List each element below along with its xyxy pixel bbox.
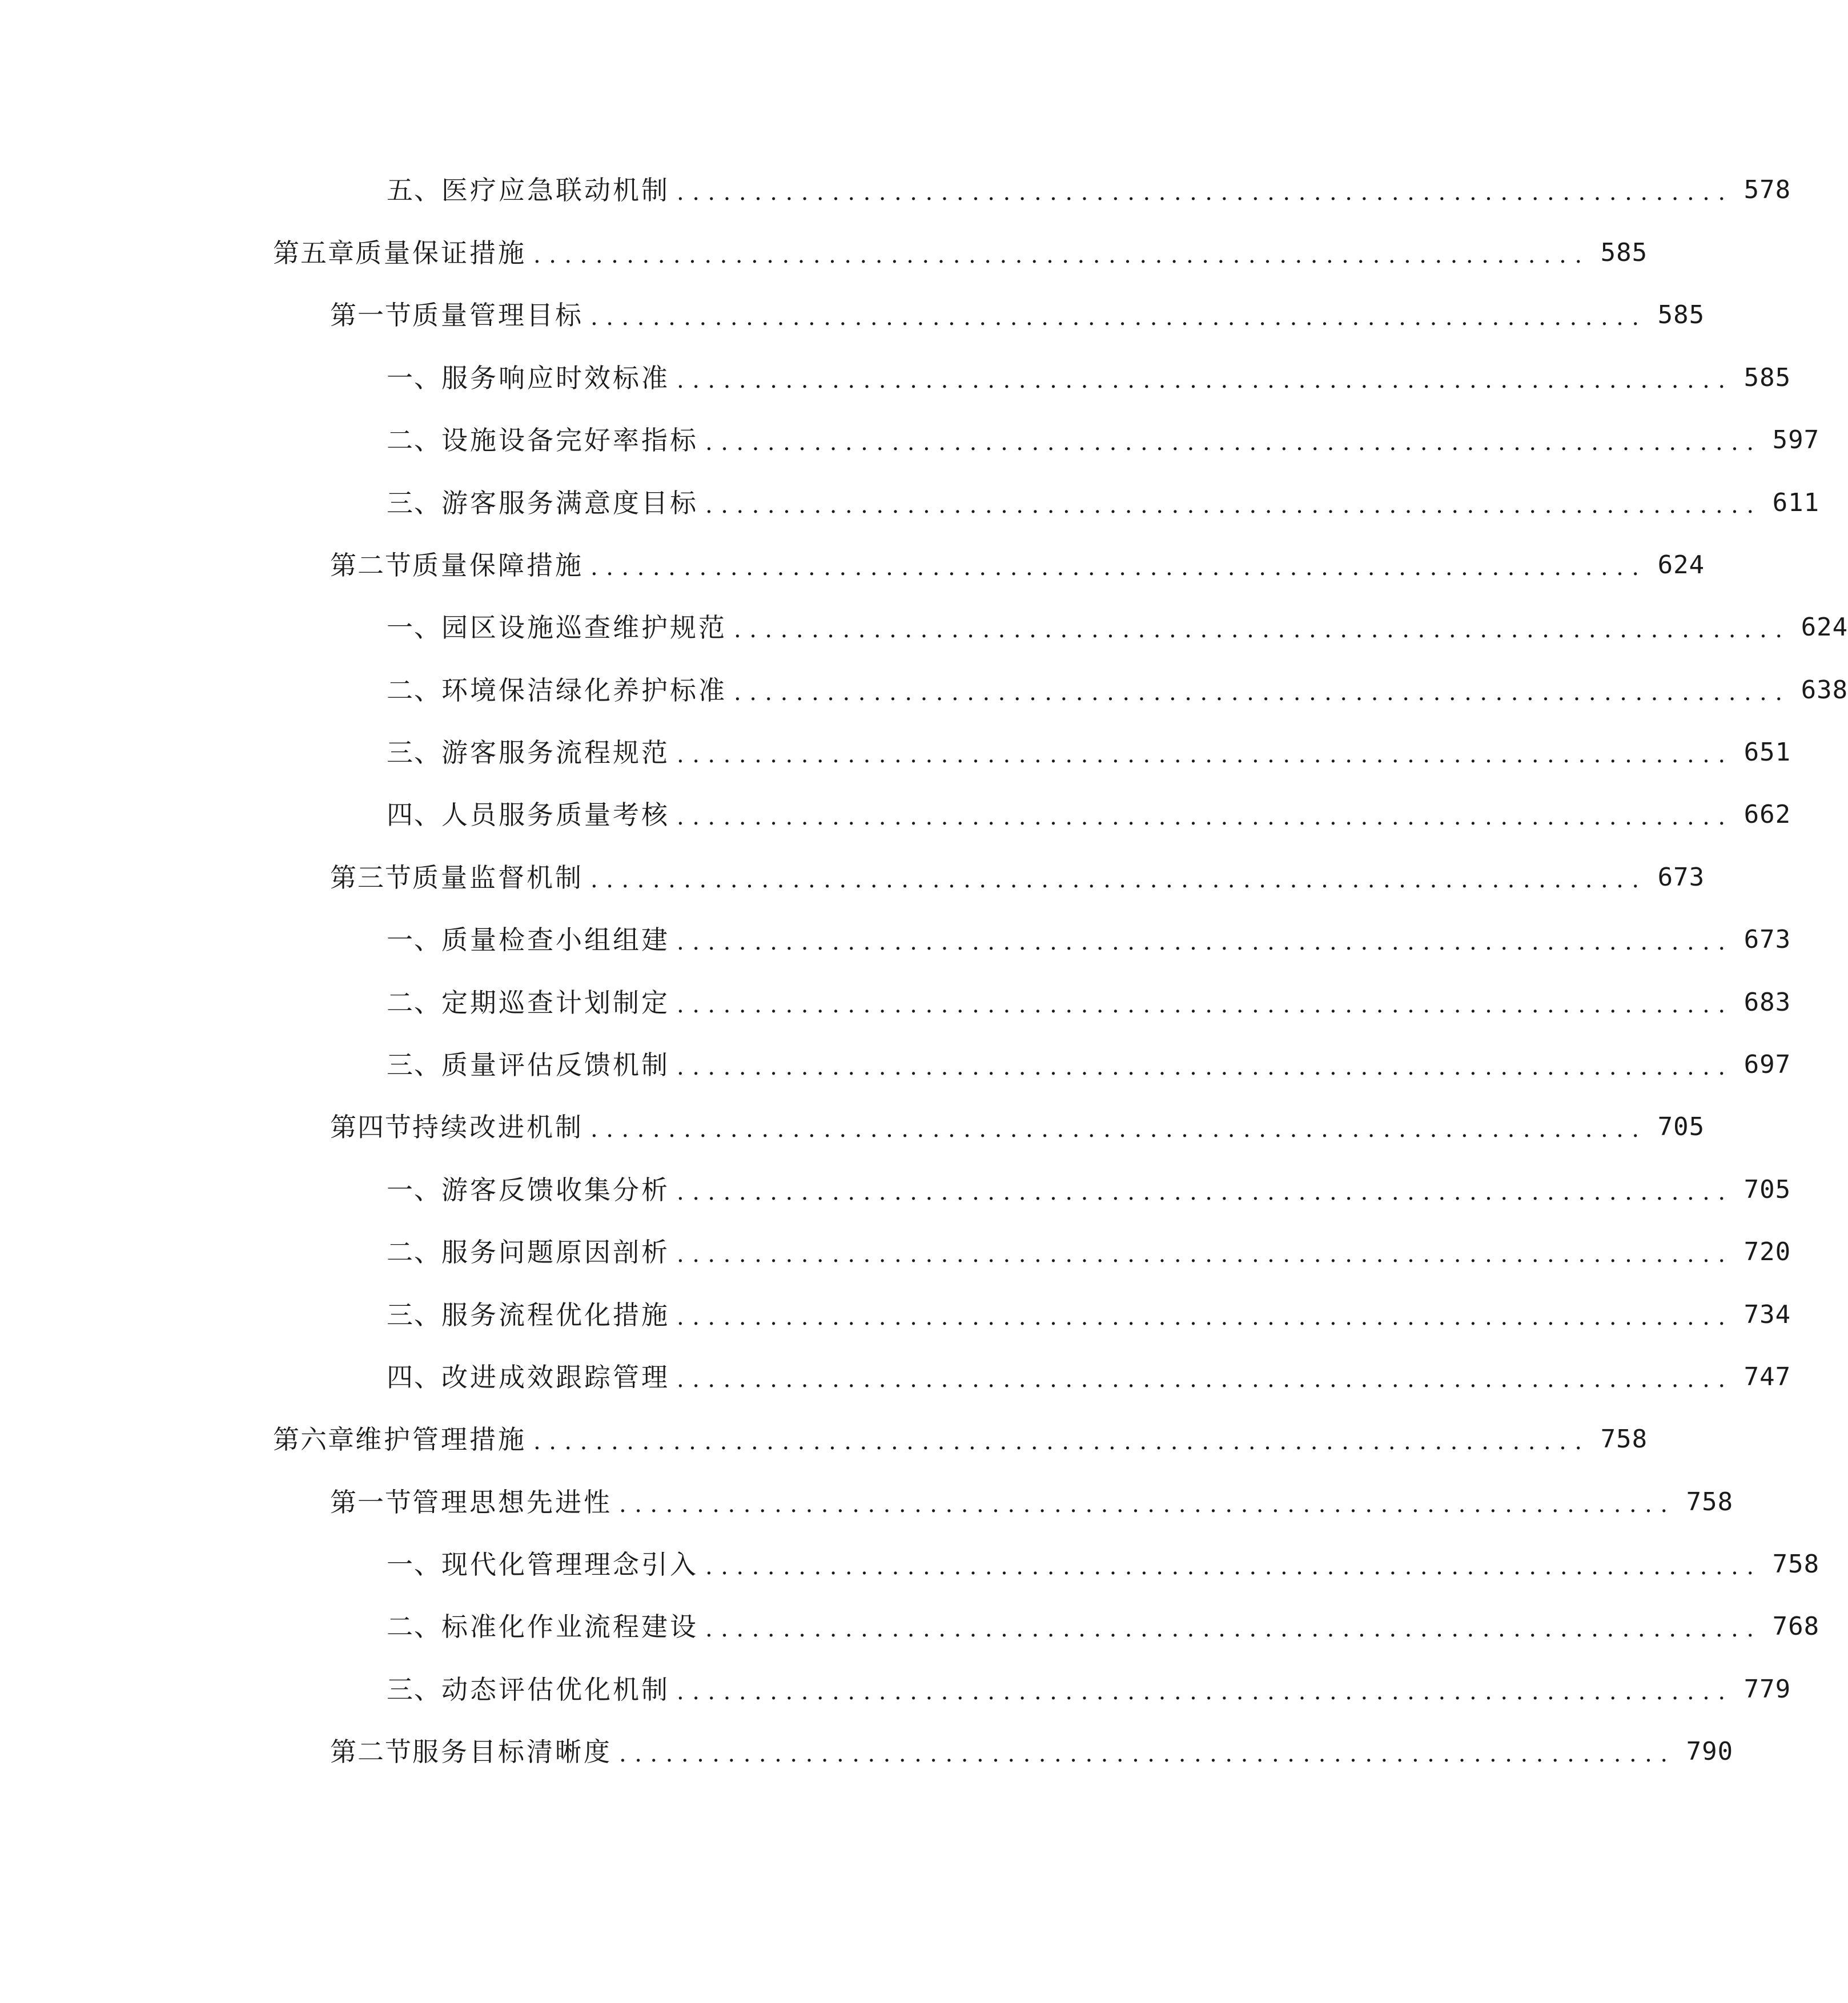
entry-title: 现代化管理理念引入 [441, 1549, 698, 1580]
entry-title: 标准化作业流程建设 [441, 1611, 698, 1642]
entry-page-number: 758 [1772, 1550, 1820, 1579]
entry-page-number: 673 [1743, 925, 1791, 954]
entry-page-number: 720 [1743, 1237, 1791, 1266]
entry-title: 定期巡查计划制定 [441, 987, 670, 1018]
entry-number: 一、 [387, 363, 441, 393]
entry-number: 第五章 [273, 238, 355, 268]
entry-number: 二、 [387, 675, 441, 706]
toc-entry [330, 1729, 1734, 1775]
entry-title: 人员服务质量考核 [441, 799, 670, 830]
entry-number: 四、 [387, 1362, 441, 1393]
entry-title: 持续改进机制 [412, 1112, 584, 1143]
entry-number: 二、 [387, 1237, 441, 1268]
dot-leader: .................................................................... [705, 492, 1762, 518]
entry-page-number: 578 [1743, 175, 1791, 204]
entry-page-number: 758 [1600, 1425, 1648, 1454]
entry-title: 服务响应时效标准 [441, 363, 670, 393]
toc-entry [387, 1229, 1791, 1275]
entry-title: 质量检查小组组建 [441, 924, 670, 955]
entry-number: 三、 [387, 1300, 441, 1330]
entry-number: 五、 [387, 175, 441, 206]
entry-title: 质量管理目标 [412, 300, 584, 331]
toc-entry [387, 730, 1791, 775]
entry-page-number: 611 [1772, 488, 1820, 517]
entry-page-number: 758 [1686, 1487, 1734, 1517]
dot-leader: .................................................................... [590, 867, 1648, 893]
entry-page-number: 779 [1743, 1675, 1791, 1704]
entry-number: 第二节 [330, 1736, 412, 1767]
dot-leader: .................................................................... [677, 367, 1734, 393]
entry-title: 游客反馈收集分析 [441, 1175, 670, 1205]
entry-number: 二、 [387, 987, 441, 1018]
entry-page-number: 624 [1657, 550, 1705, 580]
entry-title: 设施设备完好率指标 [441, 425, 698, 456]
entry-number: 一、 [387, 612, 441, 643]
entry-page-number: 585 [1743, 363, 1791, 392]
dot-leader: .................................................................... [677, 992, 1734, 1018]
entry-page-number: 624 [1801, 613, 1848, 642]
entry-page-number: 585 [1657, 300, 1705, 329]
entry-title: 管理思想先进性 [412, 1487, 612, 1518]
entry-title: 质量评估反馈机制 [441, 1049, 670, 1080]
dot-leader: .................................................................... [590, 554, 1648, 581]
entry-title: 维护管理措施 [355, 1424, 527, 1455]
dot-leader: .................................................................... [734, 617, 1791, 643]
dot-leader: .................................................................... [677, 929, 1734, 955]
entry-number: 三、 [387, 1674, 441, 1705]
entry-title: 园区设施巡查维护规范 [441, 612, 727, 643]
entry-number: 三、 [387, 737, 441, 768]
entry-page-number: 734 [1743, 1300, 1791, 1329]
entry-title: 质量保障措施 [412, 550, 584, 581]
toc-entry [387, 1292, 1791, 1338]
dot-leader: .................................................................... [619, 1491, 1676, 1518]
entry-number: 第二节 [330, 550, 412, 581]
entry-number: 一、 [387, 1549, 441, 1580]
entry-number: 二、 [387, 1611, 441, 1642]
entry-title: 质量监督机制 [412, 862, 584, 893]
entry-page-number: 651 [1743, 738, 1791, 767]
entry-title: 游客服务满意度目标 [441, 488, 698, 518]
toc-entry [387, 1604, 1820, 1650]
toc-entry [387, 480, 1820, 526]
dot-leader: .................................................................... [677, 1679, 1734, 1705]
dot-leader: .................................................................... [705, 1616, 1762, 1642]
dot-leader: .................................................................... [590, 304, 1648, 331]
dot-leader: .................................................................... [705, 1554, 1762, 1580]
entry-number: 第一节 [330, 1487, 412, 1518]
dot-leader: .................................................................... [677, 1366, 1734, 1393]
entry-page-number: 705 [1657, 1112, 1705, 1141]
entry-title: 医疗应急联动机制 [441, 175, 670, 206]
entry-page-number: 747 [1743, 1362, 1791, 1391]
entry-page-number: 585 [1600, 238, 1648, 267]
entry-title: 动态评估优化机制 [441, 1674, 670, 1705]
entry-number: 第三节 [330, 862, 412, 893]
toc-entry [330, 1104, 1705, 1150]
entry-page-number: 638 [1801, 675, 1848, 705]
toc-entry [387, 980, 1791, 1025]
entry-page-number: 662 [1743, 800, 1791, 829]
entry-number: 二、 [387, 425, 441, 456]
dot-leader: .................................................................... [677, 1241, 1734, 1268]
toc-entry [387, 417, 1820, 463]
entry-title: 游客服务流程规范 [441, 737, 670, 768]
toc-entry [330, 1479, 1734, 1525]
entry-title: 服务问题原因剖析 [441, 1237, 670, 1268]
toc-entry [387, 1167, 1791, 1213]
dot-leader: .................................................................... [677, 1304, 1734, 1330]
dot-leader: .................................................................... [677, 179, 1734, 206]
toc-entry [387, 792, 1791, 838]
toc-entry [387, 1667, 1791, 1712]
entry-number: 第六章 [273, 1424, 355, 1455]
entry-page-number: 683 [1743, 988, 1791, 1017]
entry-number: 一、 [387, 924, 441, 955]
dot-leader: .................................................................... [677, 1179, 1734, 1205]
entry-page-number: 597 [1772, 425, 1820, 455]
dot-leader: .................................................................... [533, 242, 1590, 268]
entry-number: 三、 [387, 488, 441, 518]
toc-entry [387, 605, 1848, 650]
toc-entry [273, 1417, 1648, 1462]
entry-number: 四、 [387, 799, 441, 830]
dot-leader: .................................................................... [590, 1116, 1648, 1143]
dot-leader: .................................................................... [619, 1741, 1676, 1767]
entry-number: 三、 [387, 1049, 441, 1080]
toc-entry [387, 1042, 1791, 1088]
entry-title: 服务目标清晰度 [412, 1736, 612, 1767]
entry-page-number: 697 [1743, 1050, 1791, 1079]
toc-entry [330, 542, 1705, 588]
toc-entry [387, 1542, 1820, 1587]
entry-title: 环境保洁绿化养护标准 [441, 675, 727, 706]
dot-leader: .................................................................... [677, 1054, 1734, 1080]
entry-number: 第一节 [330, 300, 412, 331]
entry-page-number: 790 [1686, 1737, 1734, 1766]
dot-leader: .................................................................... [533, 1429, 1590, 1455]
entry-number: 第四节 [330, 1112, 412, 1143]
toc-entry [330, 292, 1705, 338]
toc-entry [387, 917, 1791, 963]
toc-entry [273, 230, 1648, 276]
toc-entry [330, 855, 1705, 900]
dot-leader: .................................................................... [677, 804, 1734, 830]
entry-title: 质量保证措施 [355, 238, 527, 268]
entry-page-number: 673 [1657, 863, 1705, 892]
entry-page-number: 705 [1743, 1175, 1791, 1204]
dot-leader: .................................................................... [705, 429, 1762, 456]
entry-title: 改进成效跟踪管理 [441, 1362, 670, 1393]
entry-page-number: 768 [1772, 1612, 1820, 1641]
dot-leader: .................................................................... [734, 679, 1791, 706]
toc-entry [387, 167, 1791, 213]
toc-entry [387, 667, 1848, 713]
entry-title: 服务流程优化措施 [441, 1300, 670, 1330]
dot-leader: .................................................................... [677, 742, 1734, 768]
toc-entry [387, 355, 1791, 401]
entry-number: 一、 [387, 1175, 441, 1205]
toc-entry [387, 1354, 1791, 1400]
